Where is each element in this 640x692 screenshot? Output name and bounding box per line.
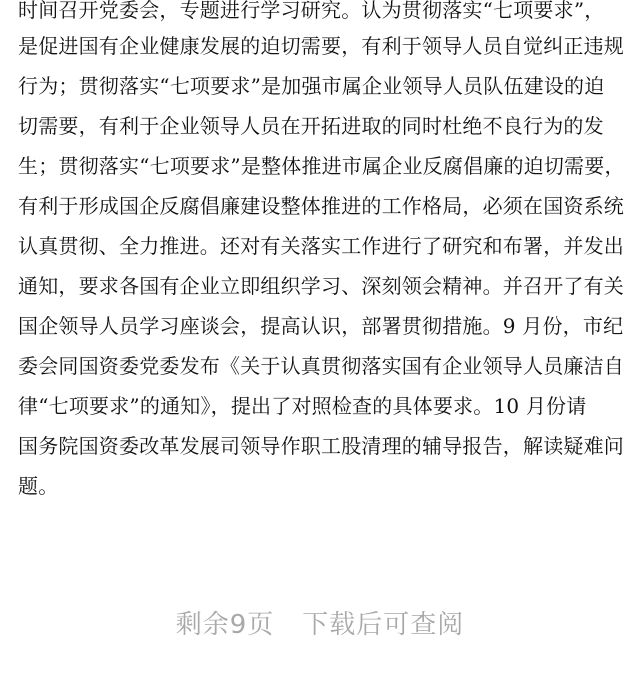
remaining-pages-label: 剩余9页 bbox=[175, 610, 275, 640]
paragraph-line: 认真贯彻、全力推进。还对有关落实工作进行了研究和布署，并发出 bbox=[18, 234, 624, 258]
paragraph-line: 时间召开党委会，专题进行学习研究。认为贯彻落实“七项要求”， bbox=[18, 0, 605, 22]
paragraph-line: 有利于形成国企反腐倡廉建设整体推进的工作格局，必须在国资系统 bbox=[18, 194, 624, 218]
document-body bbox=[18, 0, 628, 506]
paragraph-line: 生；贯彻落实“七项要求”是整体推进市属企业反腐倡廉的迫切需要， bbox=[18, 154, 625, 178]
download-to-view-label[interactable]: 下载后可查阅 bbox=[302, 610, 465, 640]
paragraph-line: 切需要，有利于企业领导人员在开拓进取的同时杜绝不良行为的发 bbox=[18, 114, 604, 138]
paragraph-line: 国企领导人员学习座谈会，提高认识，部署贯彻措施。9 月份，市纪 bbox=[18, 314, 624, 338]
paragraph-line: 行为；贯彻落实“七项要求”是加强市属企业领导人员队伍建设的迫 bbox=[18, 74, 605, 98]
paragraph-line: 律“七项要求”的通知》，提出了对照检查的具体要求。10 月份请 bbox=[18, 394, 587, 418]
download-prompt[interactable] bbox=[0, 604, 640, 641]
paragraph-line: 国务院国资委改革发展司领导作职工股清理的辅导报告，解读疑难问 bbox=[18, 434, 624, 458]
paragraph-line: 题。 bbox=[18, 474, 59, 498]
paragraph-line: 委会同国资委党委发布《关于认真贯彻落实国有企业领导人员廉洁自 bbox=[18, 354, 624, 378]
paragraph-line: 通知，要求各国有企业立即组织学习、深刻领会精神。并召开了有关 bbox=[18, 274, 624, 298]
paragraph-line: 是促进国有企业健康发展的迫切需要，有利于领导人员自觉纠正违规 bbox=[18, 34, 624, 58]
